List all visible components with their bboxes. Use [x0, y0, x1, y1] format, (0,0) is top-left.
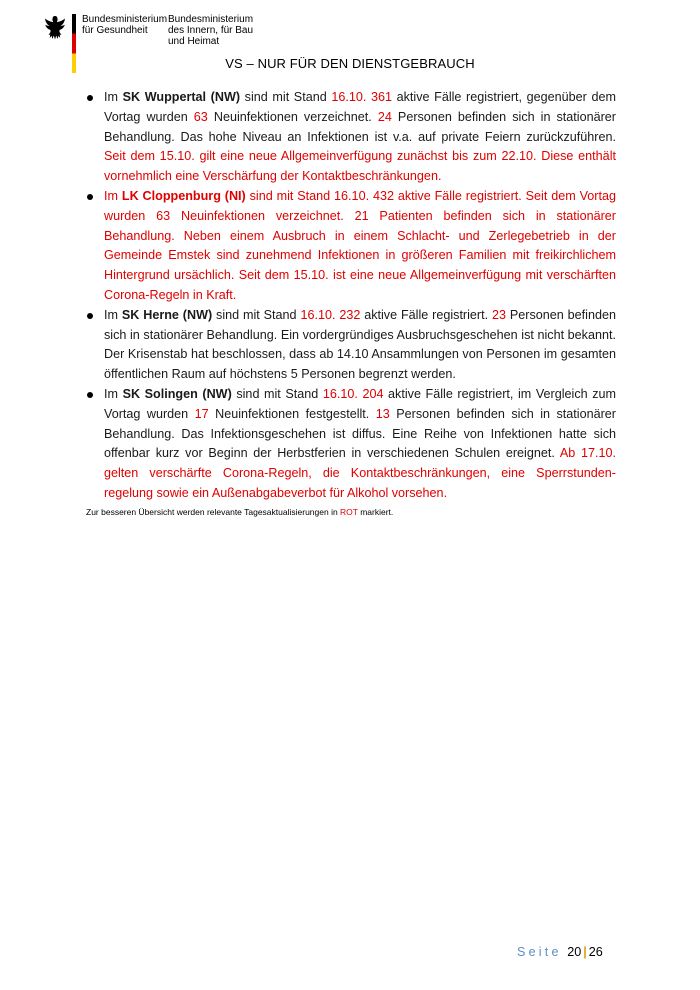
bullet-item — [86, 385, 616, 504]
text-segment: Personen befinden sich in stationärer Behandlung. Das Infektionsgeschehen ist diffus. Eine Reihe von Infektionen hatte sich offenbar kurz vor Beginn der Herbstferien in verschiedenen Schulen ereignet. — [104, 406, 616, 461]
text-segment: sind mit Stand — [212, 307, 301, 322]
text-segment: Personen befinden sich in stationärer Behandlung. Das hohe Niveau an Infektionen ist v.a. auf private Feiern zurückzuführen. — [104, 109, 616, 144]
page-label: Seite — [517, 945, 562, 959]
text-segment: Ab 17.10. gelten verschärfte Corona-Regeln, die Kontaktbeschränkungen, eine Sperrstunden-regelung sowie ein Außenabgabeverbot für Alkohol vorsehen. — [104, 446, 616, 500]
text-segment: Im — [104, 386, 123, 401]
bullet-item — [86, 88, 616, 187]
text-segment: 63 — [193, 109, 208, 124]
text-segment: Im — [104, 90, 123, 104]
bullet-item — [86, 306, 616, 385]
page-number — [517, 945, 603, 959]
text-segment: aktive Fälle registriert. — [360, 307, 492, 322]
text-segment: aktive Fälle registriert, gegenüber dem Vortag wurden — [104, 90, 616, 124]
current-page: 20 — [567, 945, 582, 959]
text-segment: 23 — [492, 307, 507, 322]
text-segment: sind mit Stand 16.10. 432 aktive Fälle registriert. Seit dem Vortag wurden 63 Neuinfektionen verzeichnet. 21 Patienten befinden sich in stationärer Behandlung. Neben einem Ausbruch in einem Schlacht- und Zerlegebetrieb in der Gemeinde Emstek sind zunehmend Infektionen in größeren Familien mit freikirchlichem Hintergrund ursächlich. Seit dem 15.10. ist eine neue Allgemeinverfügung mit verschärften Corona-Regeln in Kraft. — [104, 188, 616, 302]
text-segment: sind mit Stand — [240, 90, 332, 104]
text-segment: sind mit Stand — [231, 386, 323, 401]
ministry-health-logo-text: Bundesministerium für Gesundheit — [82, 14, 168, 36]
text-segment: Neuinfektionen festgestellt. — [208, 406, 376, 421]
text-segment: Seit dem 15.10. gilt eine neue Allgemeinverfügung zunächst bis zum 22.10. Diese enthält vornehmlich eine Verschärfung der Kontaktbeschränkungen. — [104, 149, 616, 184]
footnote-highlight: ROT — [340, 507, 358, 517]
text-segment: LK Cloppenburg (NI) — [121, 188, 246, 203]
text-segment: 24 — [377, 109, 392, 124]
text-segment: 17 — [194, 406, 209, 421]
region-report-list — [86, 88, 616, 504]
federal-eagle-icon — [44, 14, 66, 42]
text-segment: SK Wuppertal (NW) — [122, 90, 241, 104]
text-segment: aktive Fälle registriert, im Vergleich zum Vortag wurden — [104, 386, 616, 421]
text-segment: Im — [104, 307, 122, 322]
bullet-item — [86, 187, 616, 306]
text-segment: Neuinfektionen verzeichnet. — [207, 109, 378, 124]
text-segment: Im — [104, 188, 122, 203]
page-separator: | — [583, 945, 587, 959]
text-segment: SK Solingen (NW) — [122, 386, 232, 401]
text-segment: 16.10. 204 — [322, 386, 384, 401]
ministry-interior-logo-text: Bundesministerium des Innern, für Bau und Heimat — [168, 14, 254, 47]
text-segment: 16.10. 361 — [331, 90, 392, 104]
text-segment: 13 — [375, 406, 390, 421]
text-segment: Personen befinden sich in stationärer Behandlung. Ein vordergründiges Ausbruchsgeschehen ist nicht bekannt. Der Krisenstab hat beschlossen, dass ab 14.10 Ansammlungen von Personen im gesamten öffentlichen Raum auf höchstens 5 Personen begrenzt werden. — [104, 307, 616, 382]
text-segment: 16.10. 232 — [300, 307, 361, 322]
total-pages: 26 — [588, 945, 603, 959]
footnote: Zur besseren Übersicht werden relevante Tagesaktualisierungen in ROT markiert. — [86, 507, 394, 517]
text-segment: SK Herne (NW) — [121, 307, 213, 322]
classification-heading: VS – NUR FÜR DEN DIENSTGEBRAUCH — [225, 56, 475, 71]
